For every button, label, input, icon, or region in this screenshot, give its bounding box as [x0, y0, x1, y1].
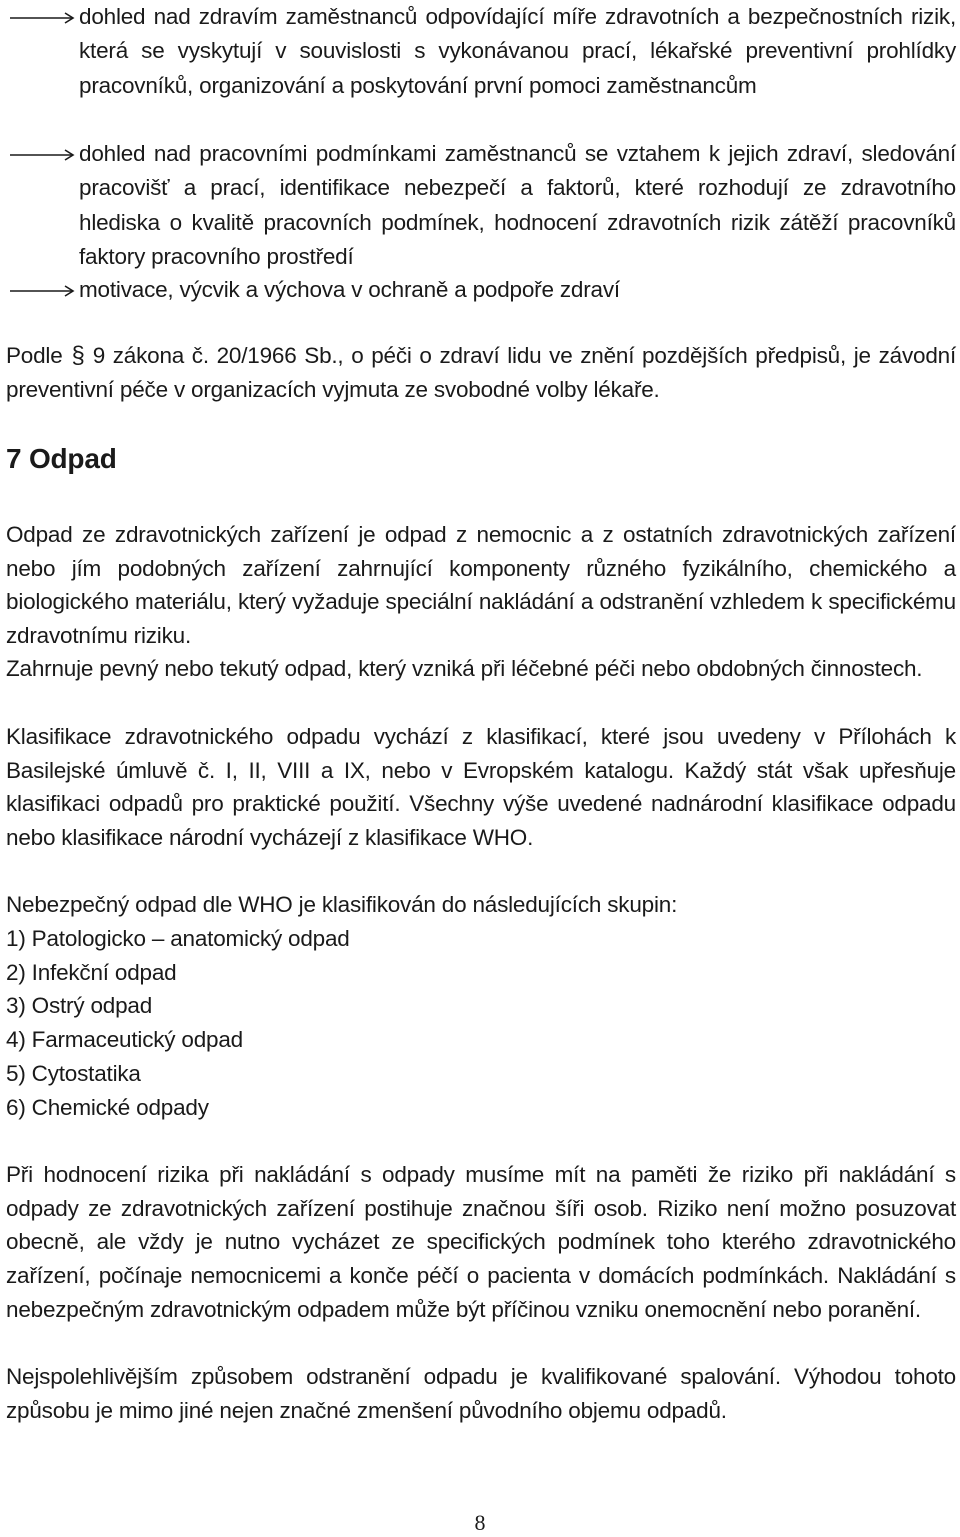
paragraph: Nebezpečný odpad dle WHO je klasifikován do následujících skupin: [6, 892, 678, 917]
list-item: 1) Patologicko – anatomický odpad [6, 926, 350, 951]
waste-group-list [6, 922, 350, 1124]
list-item: 6) Chemické odpady [6, 1094, 209, 1120]
bullet-item [6, 273, 956, 307]
section-sign: § [71, 342, 85, 369]
list-item: 2) Infekční odpad [6, 959, 177, 985]
page-number: 8 [474, 1510, 486, 1535]
right-arrow-icon [8, 273, 74, 297]
bullet-text: motivace, výcvik a výchova v ochraně a podpoře zdraví [79, 277, 620, 302]
paragraph: Nejspolehlivějším způsobem odstranění odpadu je kvalifikované spalování. Výhodou tohoto způsobu je mimo jiné nejen značné zmenšení původního objemu odpadů. [6, 1364, 956, 1423]
paragraph: Odpad ze zdravotnických zařízení je odpad z nemocnic a z ostatních zdravotnických zařízení nebo jím podobných zařízení zahrnující komponenty různého fyzikálního, chemického a biologického materiálu, který vyžaduje speciální nakládání a odstranění vzhledem k specifickému zdravotnímu riziku. [6, 522, 956, 649]
paragraph: Klasifikace zdravotnického odpadu vychází z klasifikací, které jsou uvedeny v Přílohách k Basilejské úmluvě č. I, II, VIII a IX, nebo v Evropském katalogu. Každý stát však upřesňuje klasifikaci odpadů pro praktické použití. Všechny výše uvedené nadnárodní klasifikace odpadu nebo klasifikace národní vycházejí z klasifikace WHO. [6, 724, 956, 851]
podle-paragraph: Podle § 9 zákona č. 20/1966 Sb., o péči o zdraví lidu ve znění pozdějších předpisů, je závodní preventivní péče v organizacích vyjmuta ze svobodné volby lékaře. [6, 339, 956, 406]
paragraph: Zahrnuje pevný nebo tekutý odpad, který vzniká při léčebné péči nebo obdobných činnostech. [6, 656, 923, 681]
bullet-text: dohled nad pracovními podmínkami zaměstnanců se vztahem k jejich zdraví, sledování pracovišť a prací, identifikace nebezpečí a faktorů, které rozhodují ze zdravotního hlediska o kvalitě pracovních podmínek, hodnocení zdravotních rizik zátěží pracovníků faktory pracovního prostředí [79, 141, 956, 269]
section-heading: 7 Odpad [6, 443, 117, 474]
bullet-item [6, 137, 956, 273]
right-arrow-icon [8, 137, 74, 161]
paragraph: Při hodnocení rizika při nakládání s odpady musíme mít na paměti že riziko při nakládání s odpady ze zdravotnických zařízení postihuje značnou šíři osob. Riziko není možno posuzovat obecně, ale vždy je nutno vycházet ze specifických podmínek toho kterého zdravotnického zařízení, počínaje nemocnicemi a konče péčí o pacienta v domácích podmínkách. Nakládání s nebezpečným zdravotnickým odpadem může být příčinou vzniku onemocnění nebo poranění. [6, 1162, 956, 1322]
right-arrow-icon [8, 0, 74, 24]
bullet-list [6, 0, 956, 307]
list-item: 4) Farmaceutický odpad [6, 1027, 243, 1053]
bullet-item [6, 0, 956, 137]
bullet-text: dohled nad zdravím zaměstnanců odpovídající míře zdravotních a bezpečnostních rizik, která se vyskytují v souvislosti s vykonávanou prací, lékařské preventivní prohlídky pracovníků, organizování a poskytování první pomoci zaměstnancům [79, 4, 956, 98]
list-item: 3) Ostrý odpad [6, 993, 153, 1019]
list-item: 5) Cytostatika [6, 1060, 141, 1086]
